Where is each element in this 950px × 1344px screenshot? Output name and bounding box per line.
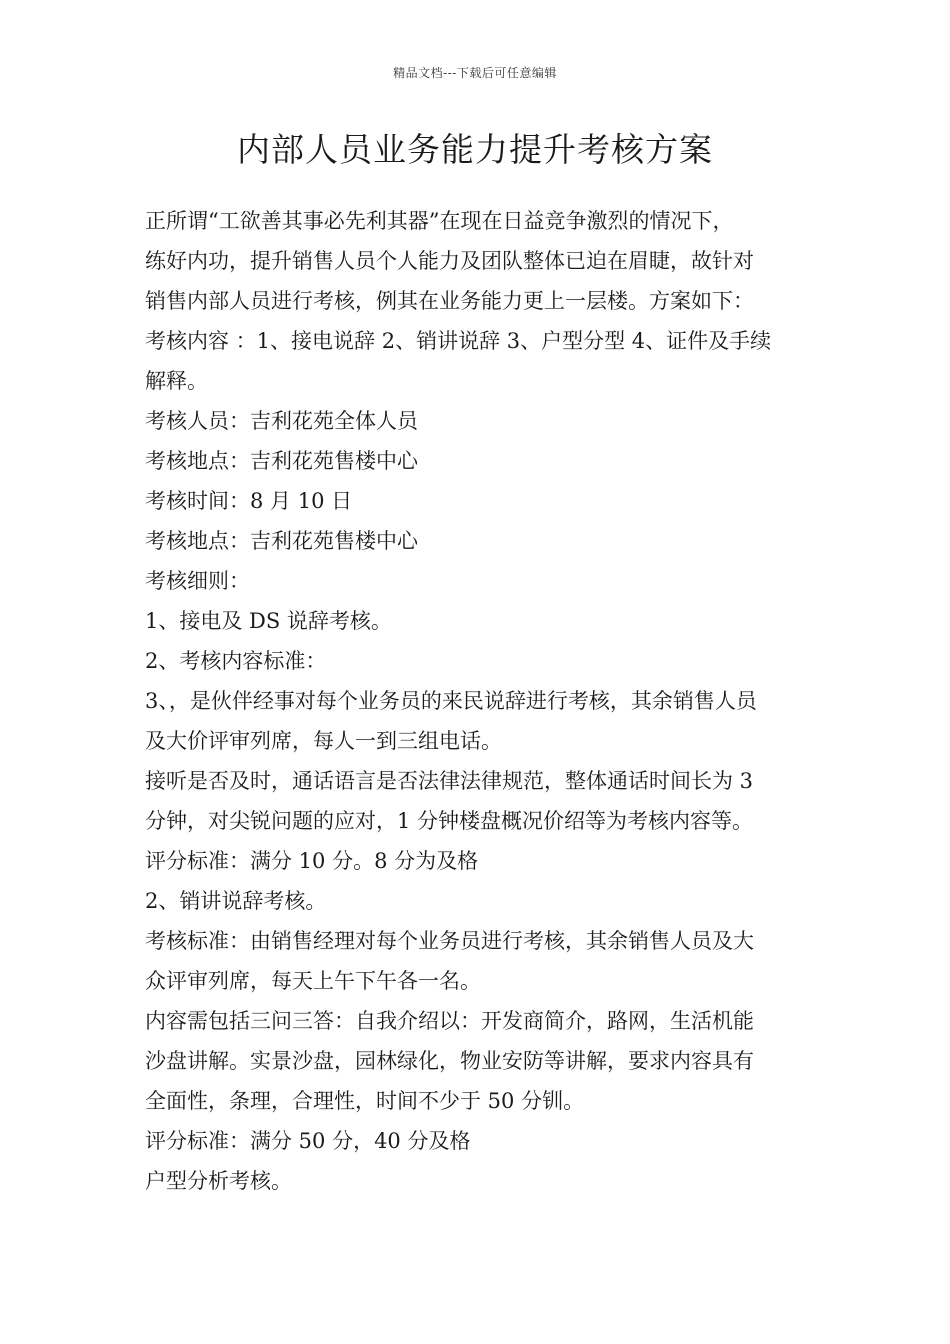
body-line: 销售内部人员进行考核，例其在业务能力更上一层楼。方案如下： [145, 289, 754, 313]
body-line: 分钟，对尖锐问题的应对，1 分钟楼盘概况价绍等为考核内容等。 [145, 809, 754, 833]
body-line: 考核地点：吉利花苑售楼中心 [145, 529, 418, 553]
body-line: 考核时间：8 月 10 日 [145, 489, 353, 513]
body-line: 考核内容 ：1、接电说辞 2、销讲说辞 3、户型分型 4、证件及手续 [145, 329, 772, 353]
body-line: 考核细则： [145, 569, 250, 593]
body-line: 全面性，条理，合理性，时间不少于 50 分钏。 [145, 1089, 585, 1113]
body-line: 练好内功，提升销售人员个人能力及团队整体已迫在眉睫，故针对 [145, 249, 754, 273]
body-line: 考核人员：吉利花苑全体人员 [145, 409, 418, 433]
body-line: 正所谓“工欲善其事必先利其器”在现在日益竞争激烈的情况下， [145, 209, 734, 233]
body-line: 沙盘讲解。实景沙盘，园林绿化，物业安防等讲解，要求内容具有 [145, 1049, 754, 1073]
body-line: 考核地点：吉利花苑售楼中心 [145, 449, 418, 473]
body-line: 接听是否及时，通话语言是否法律法律规范，整体通话时间长为 3 [145, 769, 754, 793]
document-title: 内部人员业务能力提升考核方案 [237, 130, 713, 169]
body-line: 解释。 [145, 369, 208, 393]
body-line: 考核标准：由销售经理对每个业务员进行考核，其余销售人员及大 [145, 929, 754, 953]
body-line: 评分标准：满分 50 分，40 分及格 [145, 1129, 471, 1153]
document-body [145, 201, 809, 1201]
header-note: 精品文档---下载后可任意编辑 [393, 66, 557, 80]
body-line: 众评审列席，每天上午下午各一名。 [145, 969, 481, 993]
body-line: 2、销讲说辞考核。 [145, 889, 327, 913]
body-line: 内容需包括三问三答：自我介绍以：开发商简介，路网，生活机能 [145, 1009, 754, 1033]
body-line: 1、接电及 DS 说辞考核。 [145, 609, 392, 633]
body-line: 及大价评审列席，每人一到三组电话。 [145, 729, 502, 753]
body-line: 2、考核内容标准： [145, 649, 327, 673]
body-line: 户型分析考核。 [145, 1169, 292, 1193]
body-line: 3、，是伙伴经事对每个业务员的来民说辞进行考核，其余销售人员 [145, 689, 757, 713]
body-line: 评分标准：满分 10 分。8 分为及格 [145, 849, 479, 873]
